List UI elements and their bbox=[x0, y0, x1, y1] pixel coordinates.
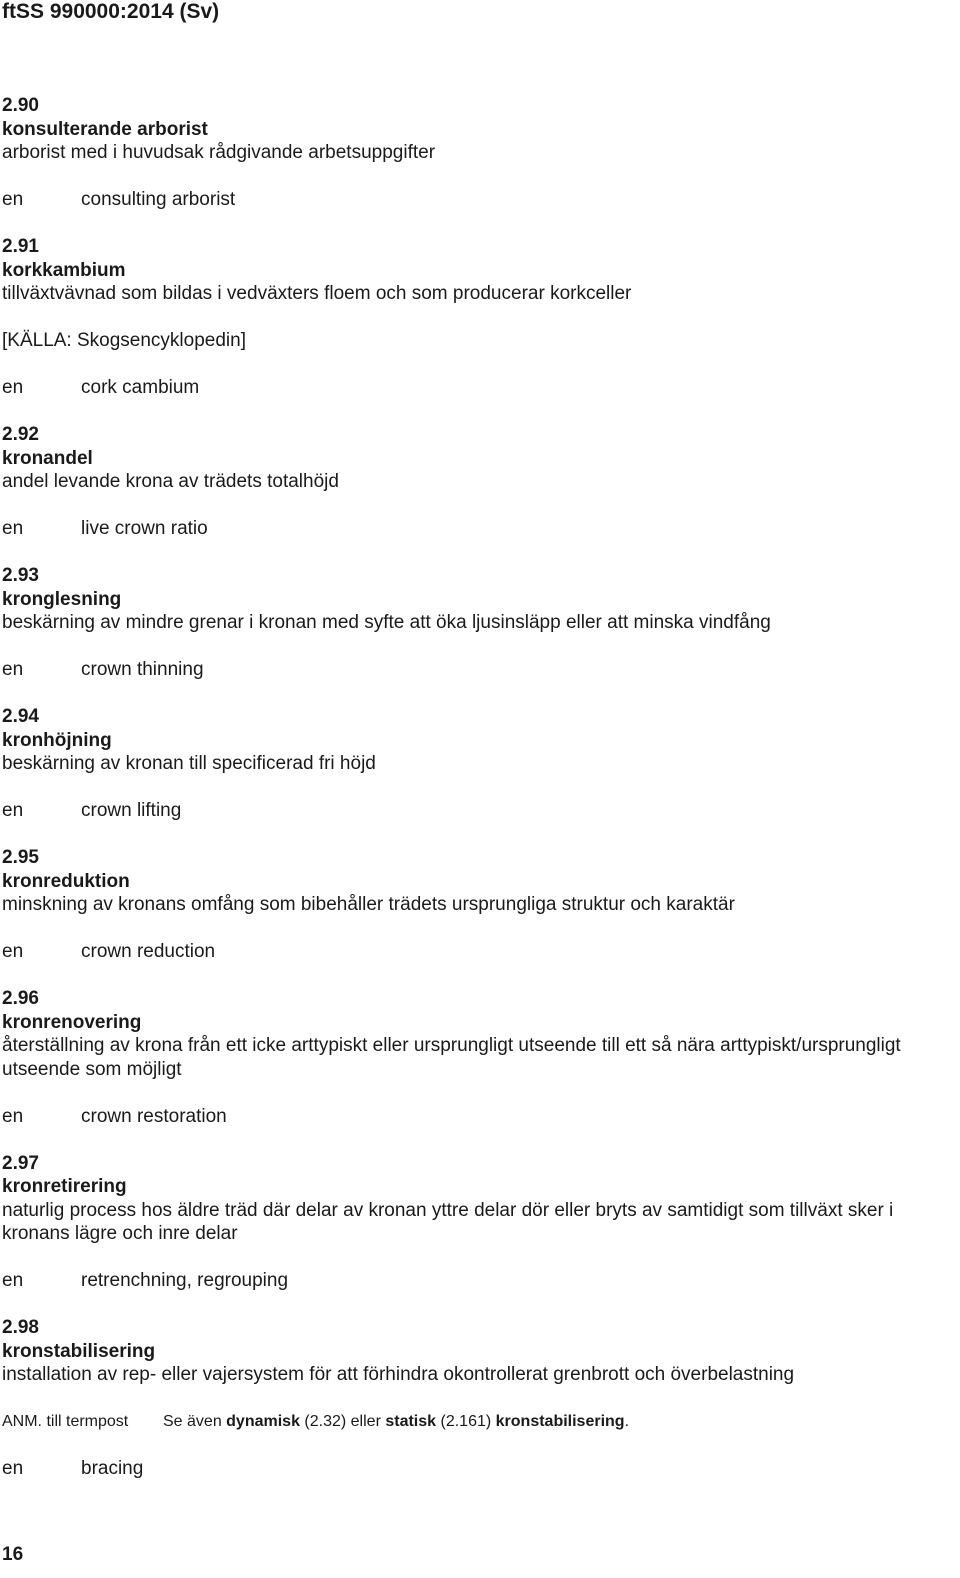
term-entry bbox=[2, 235, 957, 400]
entry-definition: beskärning av mindre grenar i kronan med syfte att öka ljusinsläpp eller att minska vindfång bbox=[2, 612, 771, 633]
entry-definition: tillväxtvävnad som bildas i vedväxters floem och som producerar korkceller bbox=[2, 283, 632, 304]
entry-definition: beskärning av kronan till specificerad fri höjd bbox=[2, 753, 376, 774]
entry-translation: live crown ratio bbox=[81, 518, 208, 539]
entry-definition: återställning av krona från ett icke arttypiskt eller ursprungligt utseende till ett så nära arttypiskt/ursprungligt utseende som möjligt bbox=[2, 1035, 901, 1080]
entry-translation: bracing bbox=[81, 1458, 144, 1479]
entry-translation-row bbox=[2, 799, 957, 823]
entry-term: kronretirering bbox=[2, 1176, 127, 1197]
page-number: 16 bbox=[2, 1544, 24, 1565]
entry-translation: retrenchning, regrouping bbox=[81, 1270, 289, 1291]
note-text bbox=[163, 1410, 629, 1434]
entry-term: konsulterande arborist bbox=[2, 118, 208, 140]
entry-term: kronrenovering bbox=[2, 1011, 142, 1033]
note-ref-term: dynamisk bbox=[226, 1413, 300, 1430]
language-code: en bbox=[2, 800, 24, 821]
language-code: en bbox=[2, 1458, 24, 1479]
entry-translation: crown reduction bbox=[81, 941, 216, 962]
entry-definition: installation av rep- eller vajersystem för att förhindra okontrollerat grenbrott och överbelastning bbox=[2, 1364, 795, 1385]
note-ref-number: (2.161) bbox=[436, 1413, 496, 1430]
term-entry bbox=[2, 987, 957, 1128]
entry-term: kronglesning bbox=[2, 588, 122, 610]
entry-translation: cork cambium bbox=[81, 377, 200, 398]
term-entry bbox=[2, 423, 957, 541]
document-id: ftSS 990000:2014 (Sv) bbox=[2, 0, 220, 23]
entry-definition: naturlig process hos äldre träd där delar av kronan yttre delar dör eller bryts av samtidigt som tillväxt sker i kronans lägre och inre delar bbox=[2, 1199, 894, 1244]
language-code: en bbox=[2, 659, 24, 680]
entry-definition: minskning av kronans omfång som bibehåller trädets ursprungliga struktur och karaktär bbox=[2, 894, 735, 915]
term-entry bbox=[2, 705, 957, 823]
entry-translation-row bbox=[2, 376, 957, 400]
entry-number: 2.97 bbox=[2, 1152, 39, 1174]
entry-term: kronandel bbox=[2, 447, 93, 469]
entry-definition: arborist med i huvudsak rådgivande arbetsuppgifter bbox=[2, 142, 436, 163]
entry-source: [KÄLLA: Skogsencyklopedin] bbox=[2, 330, 246, 351]
entry-number: 2.98 bbox=[2, 1317, 39, 1338]
entry-definition: andel levande krona av trädets totalhöjd bbox=[2, 471, 339, 492]
term-entries bbox=[2, 94, 957, 1481]
entry-term: kronstabilisering bbox=[2, 1340, 156, 1362]
note-ref-term: statisk bbox=[385, 1413, 437, 1430]
entry-term: kronhöjning bbox=[2, 729, 112, 751]
term-entry bbox=[2, 94, 957, 212]
entry-term: kronreduktion bbox=[2, 870, 130, 892]
entry-number: 2.95 bbox=[2, 847, 39, 868]
term-entry bbox=[2, 1152, 957, 1293]
entry-translation-row bbox=[2, 940, 957, 964]
entry-number: 2.90 bbox=[2, 95, 39, 116]
note-ref-number: (2.32) eller bbox=[299, 1413, 386, 1430]
entry-number: 2.92 bbox=[2, 424, 39, 445]
entry-translation-row bbox=[2, 1457, 957, 1481]
note-ref-term: kronstabilisering bbox=[495, 1413, 625, 1430]
entry-translation: crown thinning bbox=[81, 659, 204, 680]
entry-translation: crown lifting bbox=[81, 800, 182, 821]
entry-translation: consulting arborist bbox=[81, 189, 236, 210]
entry-translation: crown restoration bbox=[81, 1105, 227, 1127]
language-code: en bbox=[2, 377, 24, 398]
language-code: en bbox=[2, 189, 24, 210]
entry-number: 2.94 bbox=[2, 706, 39, 727]
language-code: en bbox=[2, 1270, 24, 1291]
language-code: en bbox=[2, 518, 24, 539]
term-entry bbox=[2, 1316, 957, 1481]
entry-number: 2.96 bbox=[2, 988, 39, 1009]
entry-translation-row bbox=[2, 517, 957, 541]
term-entry bbox=[2, 846, 957, 964]
language-code: en bbox=[2, 941, 24, 962]
entry-number: 2.91 bbox=[2, 236, 39, 257]
entry-translation-row bbox=[2, 1269, 957, 1293]
entry-term: korkkambium bbox=[2, 259, 126, 281]
note-prefix: Se även bbox=[163, 1413, 227, 1430]
entry-translation-row bbox=[2, 1105, 957, 1129]
language-code: en bbox=[2, 1105, 24, 1127]
term-entry bbox=[2, 564, 957, 682]
entry-translation-row bbox=[2, 188, 957, 212]
entry-number: 2.93 bbox=[2, 565, 39, 586]
note-suffix: . bbox=[624, 1413, 630, 1430]
entry-note bbox=[2, 1410, 957, 1434]
entry-translation-row bbox=[2, 658, 957, 682]
note-label: ANM. till termpost bbox=[2, 1413, 129, 1430]
